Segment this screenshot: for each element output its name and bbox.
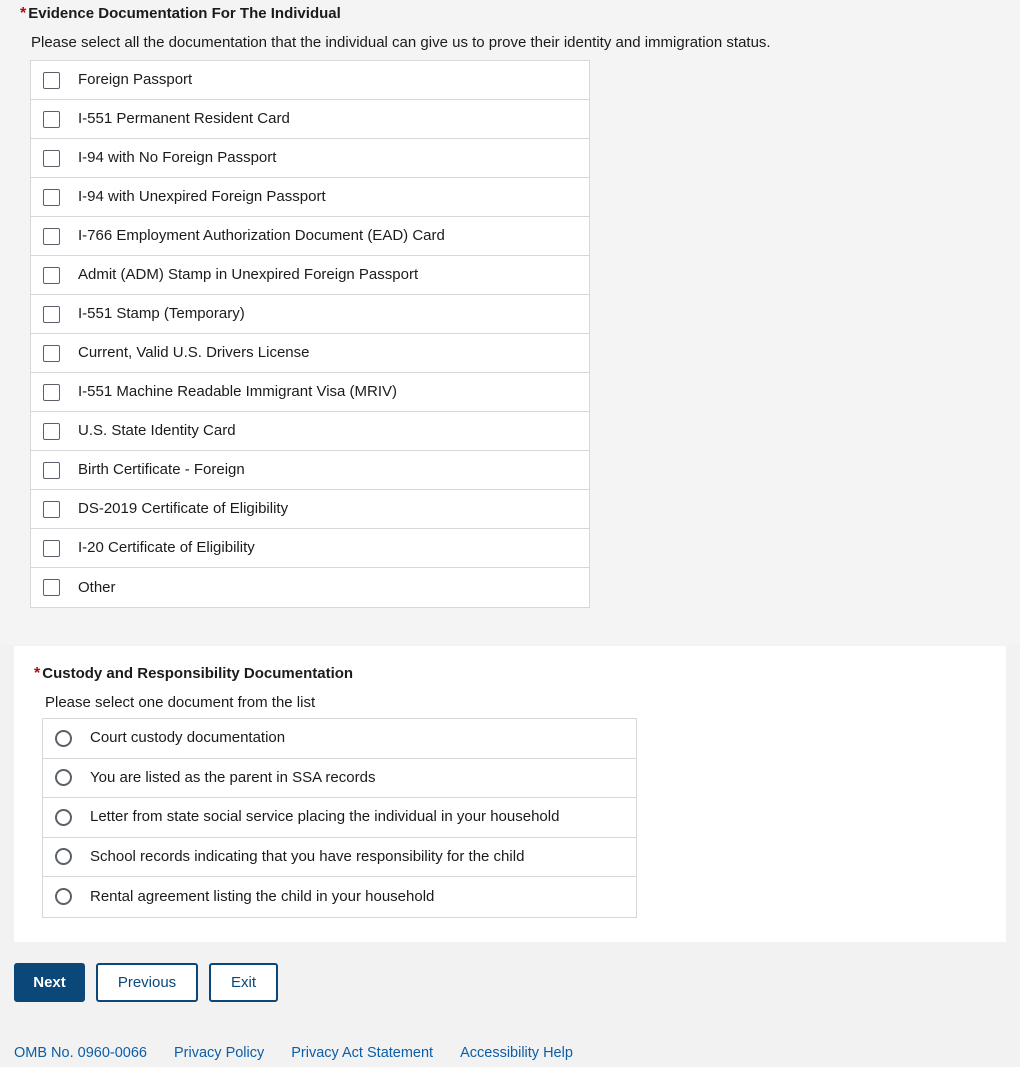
checkbox-icon[interactable] xyxy=(43,462,60,479)
radio-option-court-custody-documentation[interactable] xyxy=(43,719,636,759)
radio-option-rental-agreement[interactable] xyxy=(43,877,636,917)
evidence-legend xyxy=(20,4,980,24)
evidence-heading-block xyxy=(20,4,980,53)
option-label: Court custody documentation xyxy=(90,729,286,747)
exit-button[interactable]: Exit xyxy=(209,963,278,1002)
checkbox-icon[interactable] xyxy=(43,306,60,323)
option-label: School records indicating that you have responsibility for the child xyxy=(90,847,525,865)
option-label: Foreign Passport xyxy=(78,71,193,88)
custody-legend-text: Custody and Responsibility Documentation xyxy=(42,665,354,682)
checkbox-option-us-drivers-license[interactable] xyxy=(31,334,589,373)
checkbox-option-i94-unexpired-foreign-passport[interactable] xyxy=(31,178,589,217)
custody-documentation-section xyxy=(14,646,1006,942)
checkbox-icon[interactable] xyxy=(43,189,60,206)
custody-helper-text: Please select one document from the list xyxy=(45,694,316,711)
checkbox-option-other[interactable] xyxy=(31,568,589,607)
radio-option-letter-state-social-service[interactable] xyxy=(43,798,636,838)
checkbox-icon[interactable] xyxy=(43,267,60,284)
checkbox-icon[interactable] xyxy=(43,72,60,89)
footer-links xyxy=(14,1045,573,1061)
checkbox-icon[interactable] xyxy=(43,111,60,128)
option-label: I-766 Employment Authorization Document (EAD) Card xyxy=(78,227,445,244)
evidence-checkbox-list xyxy=(30,60,590,608)
checkbox-option-i20-certificate[interactable] xyxy=(31,529,589,568)
checkbox-option-us-state-identity-card[interactable] xyxy=(31,412,589,451)
option-label: Other xyxy=(78,578,116,596)
radio-option-parent-in-ssa-records[interactable] xyxy=(43,759,636,799)
checkbox-icon[interactable] xyxy=(43,150,60,167)
option-label: Rental agreement listing the child in your household xyxy=(90,887,435,905)
required-indicator-icon: * xyxy=(34,665,41,682)
checkbox-option-birth-certificate-foreign[interactable] xyxy=(31,451,589,490)
checkbox-option-ds2019-certificate[interactable] xyxy=(31,490,589,529)
radio-icon[interactable] xyxy=(55,809,72,826)
privacy-act-statement-link[interactable]: Privacy Act Statement xyxy=(291,1045,434,1061)
privacy-policy-link[interactable]: Privacy Policy xyxy=(174,1045,265,1061)
evidence-legend-text: Evidence Documentation For The Individual xyxy=(28,5,341,22)
checkbox-icon[interactable] xyxy=(43,228,60,245)
custody-legend xyxy=(34,664,994,684)
form-navigation-buttons xyxy=(14,963,278,1002)
option-label: Birth Certificate - Foreign xyxy=(78,461,245,478)
radio-icon[interactable] xyxy=(55,769,72,786)
option-label: I-551 Permanent Resident Card xyxy=(78,110,290,127)
option-label: I-551 Machine Readable Immigrant Visa (MRIV) xyxy=(78,383,398,400)
page-footer xyxy=(0,942,1020,1067)
option-label: U.S. State Identity Card xyxy=(78,422,236,439)
radio-option-school-records[interactable] xyxy=(43,838,636,878)
checkbox-option-i766-ead-card[interactable] xyxy=(31,217,589,256)
option-label: Admit (ADM) Stamp in Unexpired Foreign Passport xyxy=(78,266,419,283)
checkbox-option-i551-permanent-resident-card[interactable] xyxy=(31,100,589,139)
option-label: DS-2019 Certificate of Eligibility xyxy=(78,500,289,517)
checkbox-option-i551-stamp-temporary[interactable] xyxy=(31,295,589,334)
custody-radio-list xyxy=(42,718,637,918)
omb-number-link[interactable]: OMB No. 0960-0066 xyxy=(14,1045,147,1061)
checkbox-icon[interactable] xyxy=(43,501,60,518)
custody-heading-block xyxy=(34,664,994,713)
checkbox-icon[interactable] xyxy=(43,384,60,401)
checkbox-option-adm-stamp[interactable] xyxy=(31,256,589,295)
radio-icon[interactable] xyxy=(55,848,72,865)
checkbox-icon[interactable] xyxy=(43,345,60,362)
option-label: I-20 Certificate of Eligibility xyxy=(78,539,255,556)
checkbox-option-i94-no-foreign-passport[interactable] xyxy=(31,139,589,178)
option-label: I-551 Stamp (Temporary) xyxy=(78,305,245,322)
option-label: I-94 with Unexpired Foreign Passport xyxy=(78,188,326,205)
option-label: I-94 with No Foreign Passport xyxy=(78,149,277,166)
accessibility-help-link[interactable]: Accessibility Help xyxy=(460,1045,573,1061)
option-label: Current, Valid U.S. Drivers License xyxy=(78,344,310,361)
checkbox-option-foreign-passport[interactable] xyxy=(31,61,589,100)
evidence-helper-text: Please select all the documentation that the individual can give us to prove their identity and immigration status. xyxy=(31,34,771,51)
previous-button[interactable]: Previous xyxy=(96,963,198,1002)
checkbox-option-i551-mriv[interactable] xyxy=(31,373,589,412)
checkbox-icon[interactable] xyxy=(43,579,60,596)
option-label: Letter from state social service placing the individual in your household xyxy=(90,808,560,826)
option-label: You are listed as the parent in SSA records xyxy=(90,768,376,786)
required-indicator-icon: * xyxy=(20,5,27,22)
radio-icon[interactable] xyxy=(55,730,72,747)
next-button[interactable]: Next xyxy=(14,963,85,1002)
checkbox-icon[interactable] xyxy=(43,423,60,440)
checkbox-icon[interactable] xyxy=(43,540,60,557)
radio-icon[interactable] xyxy=(55,888,72,905)
